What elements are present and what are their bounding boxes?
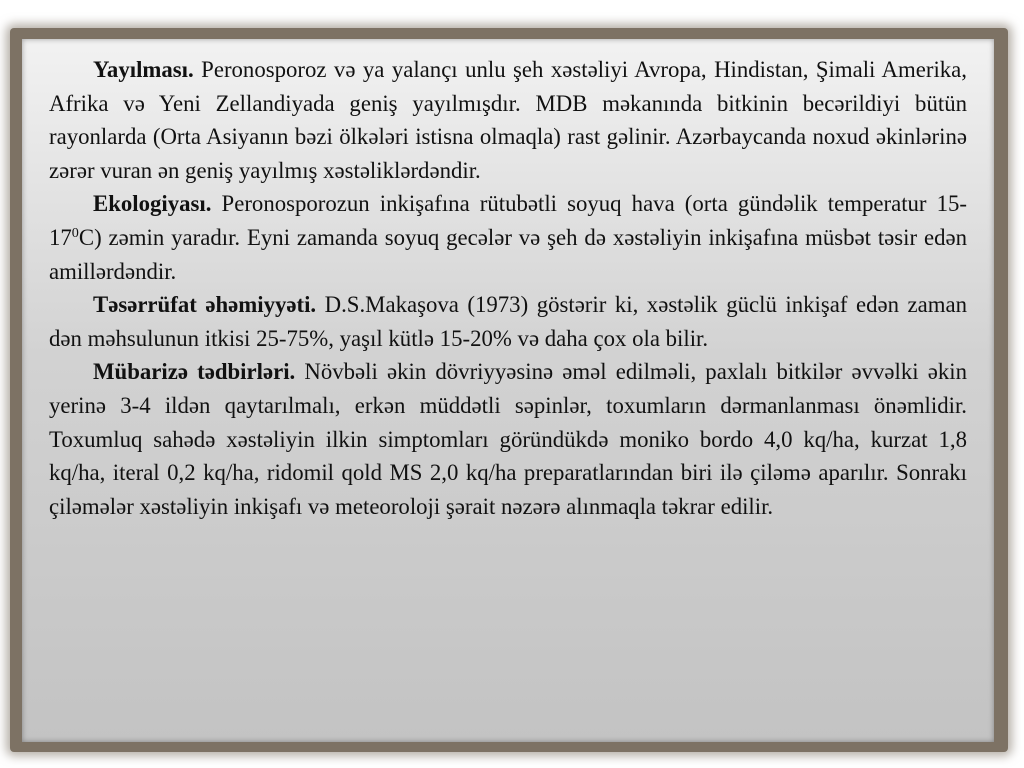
paragraph-ecology bbox=[49, 187, 967, 288]
paragraph-control bbox=[49, 355, 967, 523]
heading-control: Mübarizə tədbirləri. bbox=[93, 359, 296, 385]
text-control: Növbəli əkin dövriyyəsinə əməl edilməli, paxlalı bitkilər əvvəlki əkin yerinə 3-4 ildən qaytarılmalı, erkən müddətli səpinlər, toxumların dərmanlanması önəmlidir. Toxumluq sahədə xəstəliyin ilkin simptomları göründükdə moniko bordo 4,0 kq/ha, kurzat 1,8 kq/ha, iteral 0,2 kq/ha, ridomil qold MS 2,0 kq/ha preparatlarından biri ilə çiləmə aparılır. Sonrakı çiləmələr xəstəliyin inkişafı və meteoroloji şərait nəzərə alınmaqla təkrar edilir. bbox=[49, 359, 967, 519]
heading-ecology: Ekologiyası. bbox=[93, 191, 212, 217]
paragraph-economic bbox=[49, 288, 967, 355]
heading-economic: Təsərrüfat əhəmiyyəti. bbox=[93, 292, 317, 318]
text-spread: Peronosporoz və ya yalançı unlu şeh xəstəliyi Avropa, Hindistan, Şimali Amerika, Afrika və Yeni Zellandiyada geniş yayılmışdır. MDB məkanında bitkinin becərildiyi bütün rayonlarda (Orta Asiyanın bəzi ölkələri istisna olmaqla) rast gəlinir. Azərbaycanda noxud əkinlərinə zərər vuran ən geniş yayılmış xəstəliklərdəndir. bbox=[49, 57, 967, 183]
text-panel bbox=[22, 39, 994, 742]
paragraph-spread bbox=[49, 53, 967, 187]
text-economic: D.S.Makaşova (1973) göstərir ki, xəstəlik güclü inkişaf edən zaman dən məhsulunun itkisi 25-75%, yaşıl kütlə 15-20% və daha çox ola bilir. bbox=[49, 292, 967, 351]
superscript-zero: 0 bbox=[71, 225, 79, 242]
text-ecology-part1: Peronosporozun inkişafına rütubətli soyuq hava (orta gündəlik temperatur 15-17 bbox=[49, 191, 967, 250]
heading-spread: Yayılması. bbox=[93, 57, 194, 82]
text-ecology-part2: C) zəmin yaradır. Eyni zamanda soyuq gecələr və şeh də xəstəliyin inkişafına müsbət təsir edən amillərdəndir. bbox=[49, 224, 967, 284]
